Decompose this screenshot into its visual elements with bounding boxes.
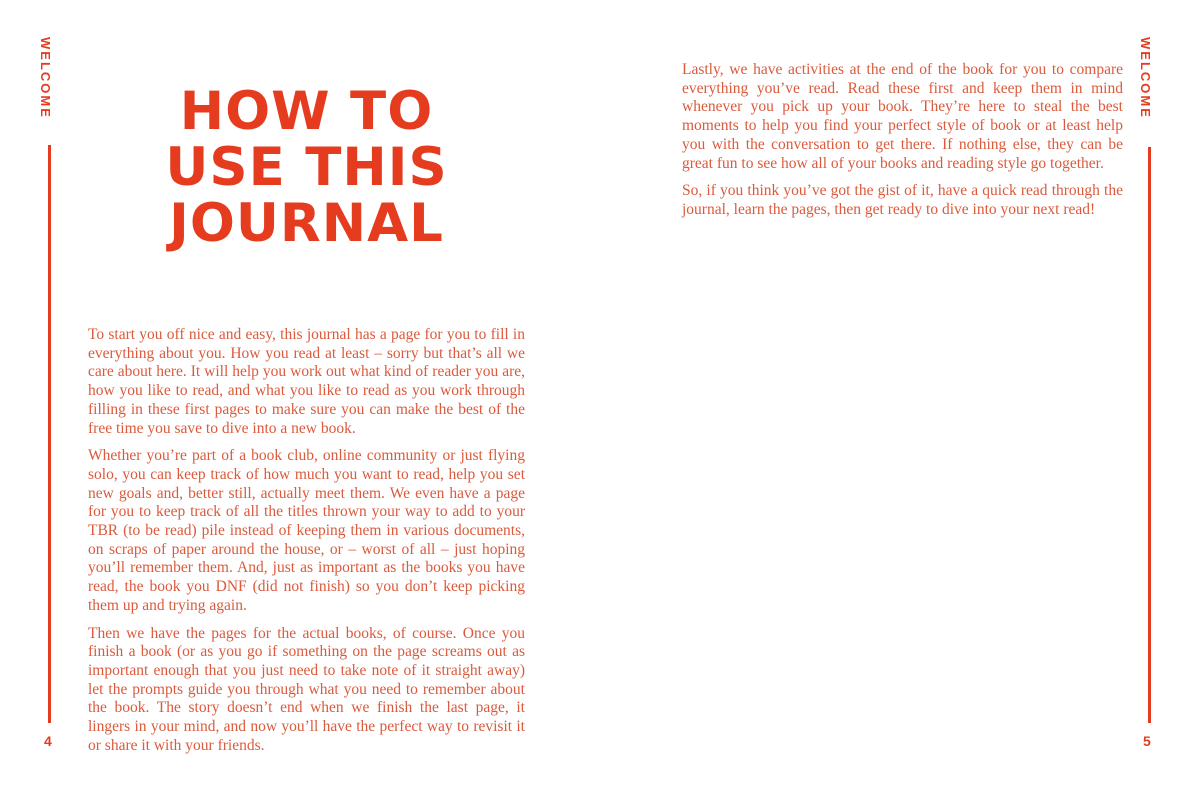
page-title-line-3: JOURNAL	[169, 193, 444, 254]
welcome-label-left: WELCOME	[38, 37, 53, 119]
page-title	[88, 81, 525, 254]
right-paragraph-2: So, if you think you’ve got the gist of it, have a quick read through the journal, learn the pages, then get ready to dive into your next read!	[682, 182, 1123, 218]
rail-rule-right	[1148, 147, 1151, 723]
page-number-right: 5	[1143, 733, 1151, 749]
right-page-body	[682, 61, 1123, 229]
right-paragraph-1: Lastly, we have activities at the end of the book for you to compare everything you’ve read. Read these first and keep them in mind whenever you pick up your book. They’re here to steal the best moments to help you find your perfect style of book or at least help you with the conversation to get there. If nothing else, they can be great fun to see how all of your books and reading style go together.	[682, 61, 1123, 172]
left-paragraph-3: Then we have the pages for the actual books, of course. Once you finish a book (or as you go if something on the page screams out as important enough that you just need to take note of it straight away) let the prompts guide you through what you need to remember about the book. The story doesn’t end when we finish the last page, it lingers in your mind, and now you’ll have the perfect way to revisit it or share it with your friends.	[88, 624, 525, 754]
welcome-label-right: WELCOME	[1138, 37, 1153, 119]
page-title-line-1: HOW TO	[179, 81, 434, 142]
rail-rule-left	[48, 145, 51, 723]
left-paragraph-1: To start you off nice and easy, this journal has a page for you to fill in everything about you. How you read at least – sorry but that’s all we care about here. It will help you work out what kind of reader you are, how you like to read, and what you like to read as you work through filling in these first pages to make sure you can make the best of the free time you save to dive into a new book.	[88, 326, 525, 437]
page-title-line-2: USE THIS	[165, 137, 448, 198]
page-number-left: 4	[44, 733, 52, 749]
left-paragraph-2: Whether you’re part of a book club, online community or just flying solo, you can keep track of how much you want to read, help you set new goals and, better still, actually meet them. We even have a page for you to keep track of all the titles thrown your way to add to your TBR (to be read) pile instead of keeping them in various documents, on scraps of paper around the house, or – worst of all – just hoping you’ll remember them. And, just as important as the books you have read, the book you DNF (did not finish) so you don’t keep picking them up and trying again.	[88, 447, 525, 614]
left-page-body	[88, 326, 525, 764]
